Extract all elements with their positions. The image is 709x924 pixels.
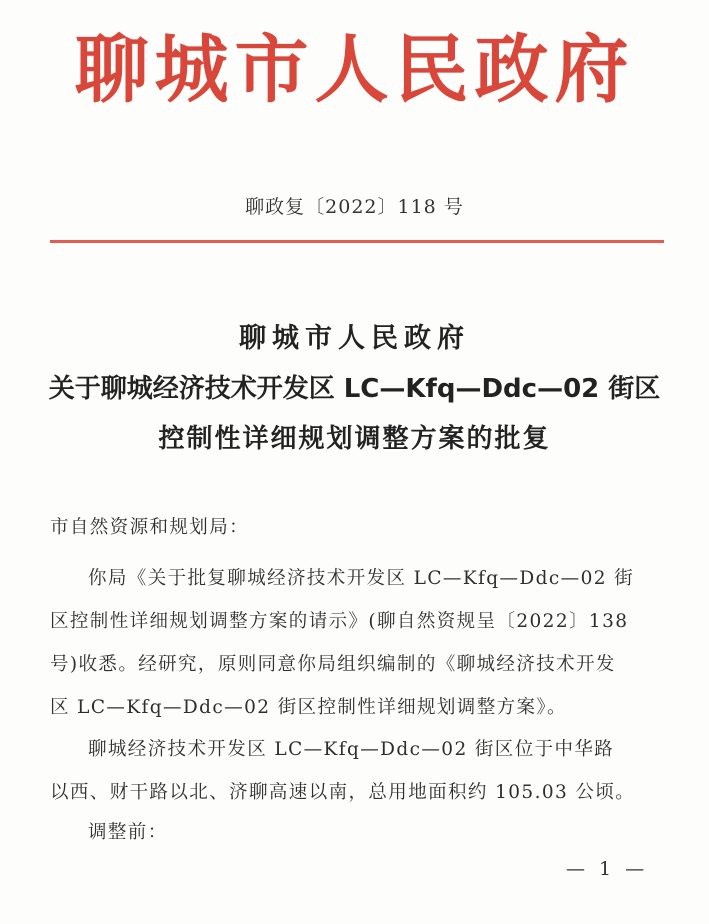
title-subject-line-2: 控制性详细规划调整方案的批复 [158, 424, 551, 454]
paragraph-3: 调整前： [88, 822, 168, 843]
government-masthead: 聊城市人民政府 [74, 27, 635, 113]
paragraph-1-line-3: 号)收悉。经研究，原则同意你局组织编制的《聊城经济技术开发 [50, 654, 616, 675]
page-number: — 1 — [566, 858, 649, 880]
red-divider-line [50, 240, 664, 243]
paragraph-2-line-1: 聊城经济技术开发区 LC—Kfq—Ddc—02 街区位于中华路 [88, 739, 615, 760]
paragraph-1-line-2: 区控制性详细规划调整方案的请示》(聊自然资规呈〔2022〕138 [50, 611, 629, 632]
document-number: 聊政复〔2022〕118 号 [245, 196, 464, 218]
paragraph-1-line-1: 你局《关于批复聊城经济技术开发区 LC—Kfq—Ddc—02 街 [88, 568, 635, 589]
title-subject-line-1: 关于聊城经济技术开发区 LC—Kfq—Ddc—02 街区 [48, 374, 661, 404]
paragraph-1-line-4: 区 LC—Kfq—Ddc—02 街区控制性详细规划调整方案》。 [50, 697, 567, 718]
salutation: 市自然资源和规划局： [50, 517, 250, 538]
paragraph-2-line-2: 以西、财干路以北、济聊高速以南，总用地面积约 105.03 公顷。 [50, 782, 636, 803]
title-issuer: 聊城市人民政府 [239, 323, 470, 354]
